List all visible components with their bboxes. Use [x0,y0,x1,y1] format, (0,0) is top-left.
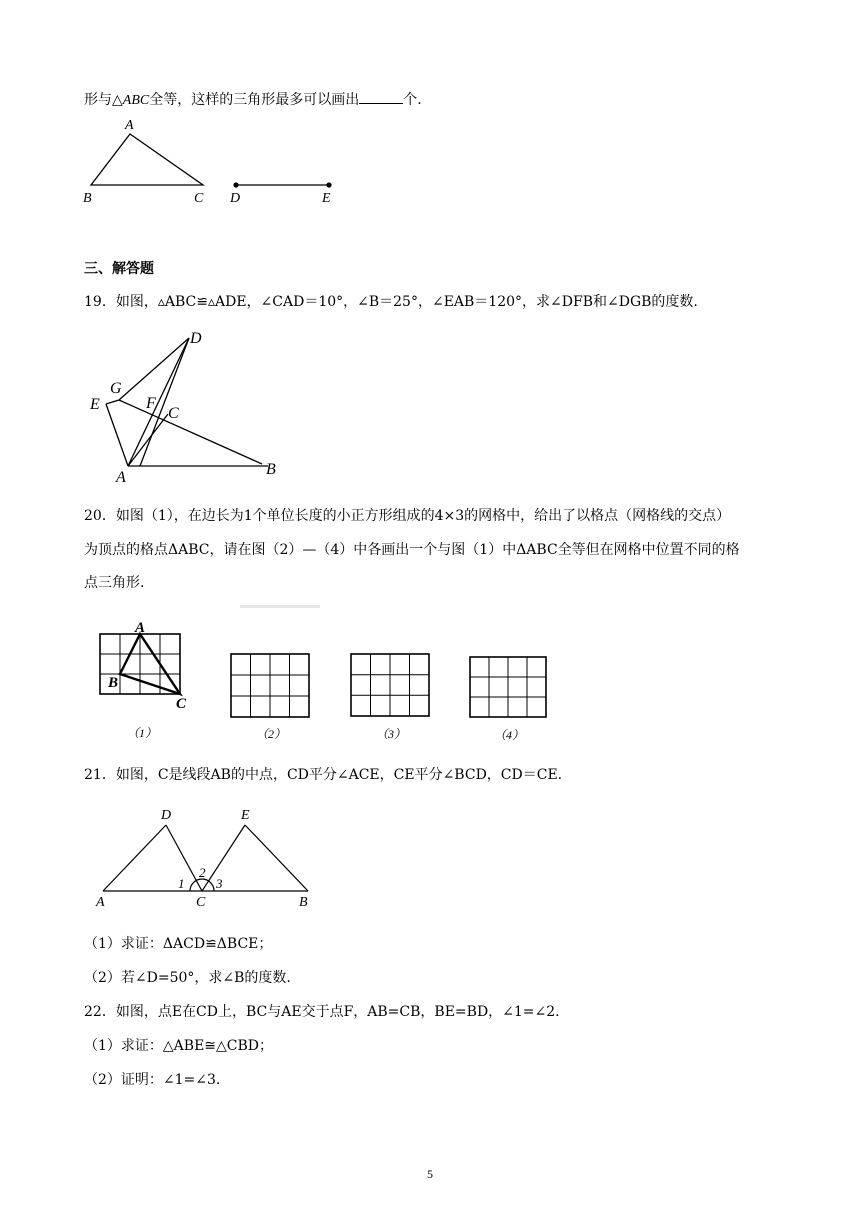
label-c: C [168,405,179,422]
label-c: C [194,191,204,206]
caption-3: （3） [376,727,407,741]
q19-text: 19．如图，▵ABC≌▵ADE，∠CAD＝10°，∠B＝25°，∠EAB＝120°，求∠DFB和∠DGB的度数. [84,294,698,310]
caption-1: （1） [127,726,158,740]
label-b: B [299,895,308,910]
q21-part1: （1）求证：ΔACD≌ΔBCE； [84,936,273,952]
point-d [233,182,238,187]
page-number: 5 [427,1167,433,1181]
q19-figure [84,326,294,486]
label-e: E [90,396,100,413]
label-c: C [176,696,187,712]
q20-line2: 为顶点的格点ΔABC，请在图（2）—（4）中各画出一个与图（1）中ΔABC全等但在网格中位置不同的格 [84,542,740,558]
q18-figure [76,112,346,212]
point-e [326,182,331,187]
label-d: D [161,808,172,823]
label-c: C [196,895,206,910]
label-b: B [83,191,92,206]
label-a: A [116,469,126,486]
angle-1-label: 1 [178,876,185,891]
q18-text: 形与△ABC全等，这样的三角形最多可以画出 个. [84,89,422,111]
q21-part2: （2）若∠D=50°，求∠B的度数. [84,970,291,986]
q21-figure [88,802,328,912]
label-e: E [241,808,250,823]
q20-line1: 20．如图（1），在边长为1个单位长度的小正方形组成的4×3的网格中，给出了以格点（网格线的交点） [84,508,731,524]
label-a: A [125,118,134,133]
label-e: E [322,191,331,206]
angle-2-label: 2 [199,865,206,880]
label-d: D [190,330,202,347]
label-a: A [96,895,105,910]
caption-2: （2） [256,727,287,741]
triangle-abc [91,134,203,185]
answer-blank [359,89,403,104]
q22-text: 22．如图，点E在CD上，BC与AE交于点F，AB=CB，BE=BD，∠1=∠2. [84,1004,560,1020]
label-b: B [266,461,276,478]
grid-3 [351,654,429,716]
q21-text: 21．如图，C是线段AB的中点，CD平分∠ACE，CE平分∠BCD，CD＝CE. [84,767,563,783]
label-f: F [146,395,156,412]
label-d: D [230,191,241,206]
label-a: A [135,620,146,636]
q20-line3: 点三角形. [84,575,145,591]
q22-part1: （1）求证：△ABE≅△CBD； [84,1038,274,1054]
caption-4: （4） [494,728,525,742]
label-g: G [110,380,122,397]
q22-part2: （2）证明：∠1=∠3. [84,1072,221,1088]
q20-figures [90,605,560,750]
angle-3-label: 3 [216,876,223,891]
grid-4 [470,657,546,717]
label-b: B [108,675,119,691]
grid-2 [231,654,309,717]
triangle-abc [120,634,180,694]
section-title: 三、解答题 [84,261,154,277]
